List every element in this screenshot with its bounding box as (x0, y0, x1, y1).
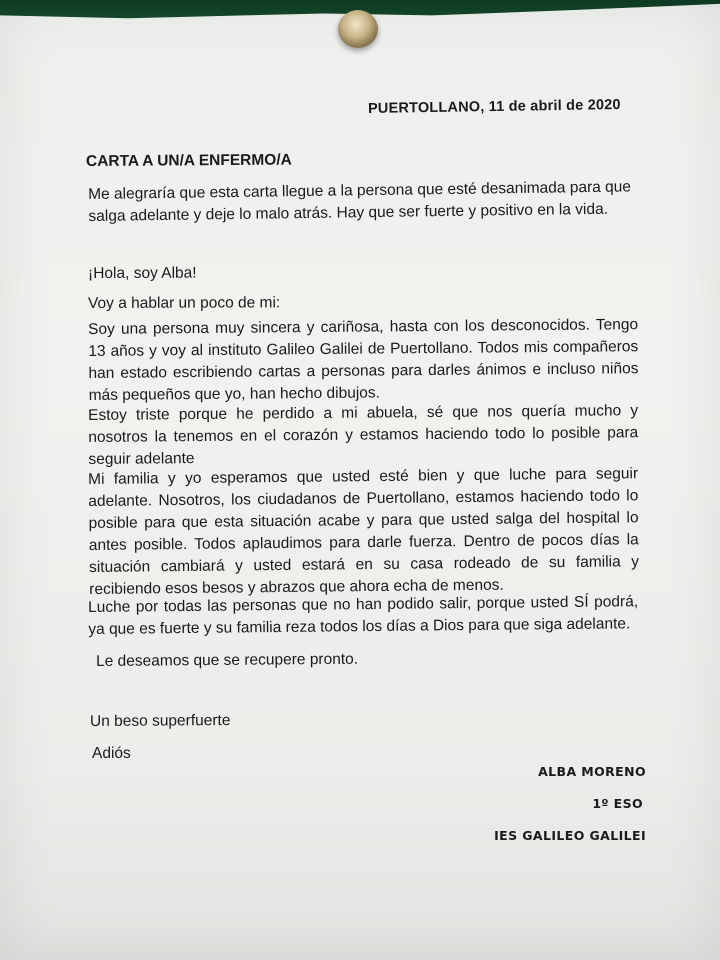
recovery-wish: Le deseamos que se recupere pronto. (96, 650, 359, 670)
family-paragraph: Mi familia y yo esperamos que usted esté bien y que luche para seguir adelante. Nosotros, los ciudadanos de Puertollano, estamos haciendo todo lo posible para que esta situación acabe y para que usted salga del hospital lo antes posible. Todos aplaudimos para darle fuerza. Dentro de pocos días la situación cambiará y usted estará en su casa rodeado de su familia y recibiendo esos besos y abrazos que ahora echa de menos. (88, 465, 640, 598)
closing-kiss: Un beso superfuerte (89, 712, 231, 730)
letter-date: PUERTOLLANO, 11 de abril de 2020 (367, 97, 621, 117)
grandmother-paragraph: Estoy triste porque he perdido a mi abuela, sé que nos quería mucho y nosotros la tenemos en el corazón y estamos haciendo todo lo posible para seguir adelante (88, 402, 639, 468)
letter-heading: CARTA A UN/A ENFERMO/A (85, 151, 292, 170)
about-paragraph: Soy una persona muy sincera y cariñosa, hasta con los desconocidos. Tengo 13 años y voy al instituto Galileo Galilei de Puertollano. Todos mis compañeros han estado escribiendo cartas a personas para darles ánimos e incluso niños más pequeños que yo, han hecho dibujos. (88, 316, 639, 404)
signature-school: IES GALILEO GALILEI (494, 828, 646, 843)
thumbtack-icon (338, 10, 378, 48)
lead-line: Voy a hablar un poco de mi: (88, 294, 281, 312)
signature-name: ALBA MORENO (538, 764, 646, 779)
fight-paragraph: Luche por todas las personas que no han podido salir, porque usted SÍ podrá, ya que es fuerte y su familia reza todos los días a Dios para que siga adelante. (88, 593, 639, 638)
closing-bye: Adiós (92, 745, 131, 762)
signature-grade: 1º ESO (592, 796, 643, 811)
greeting: ¡Hola, soy Alba! (88, 264, 197, 282)
intro-paragraph: Me alegraría que esta carta llegue a la persona que esté desanimada para que salga adelante y deje lo malo atrás. Hay que ser fuerte y positivo en la vida. (88, 178, 632, 225)
